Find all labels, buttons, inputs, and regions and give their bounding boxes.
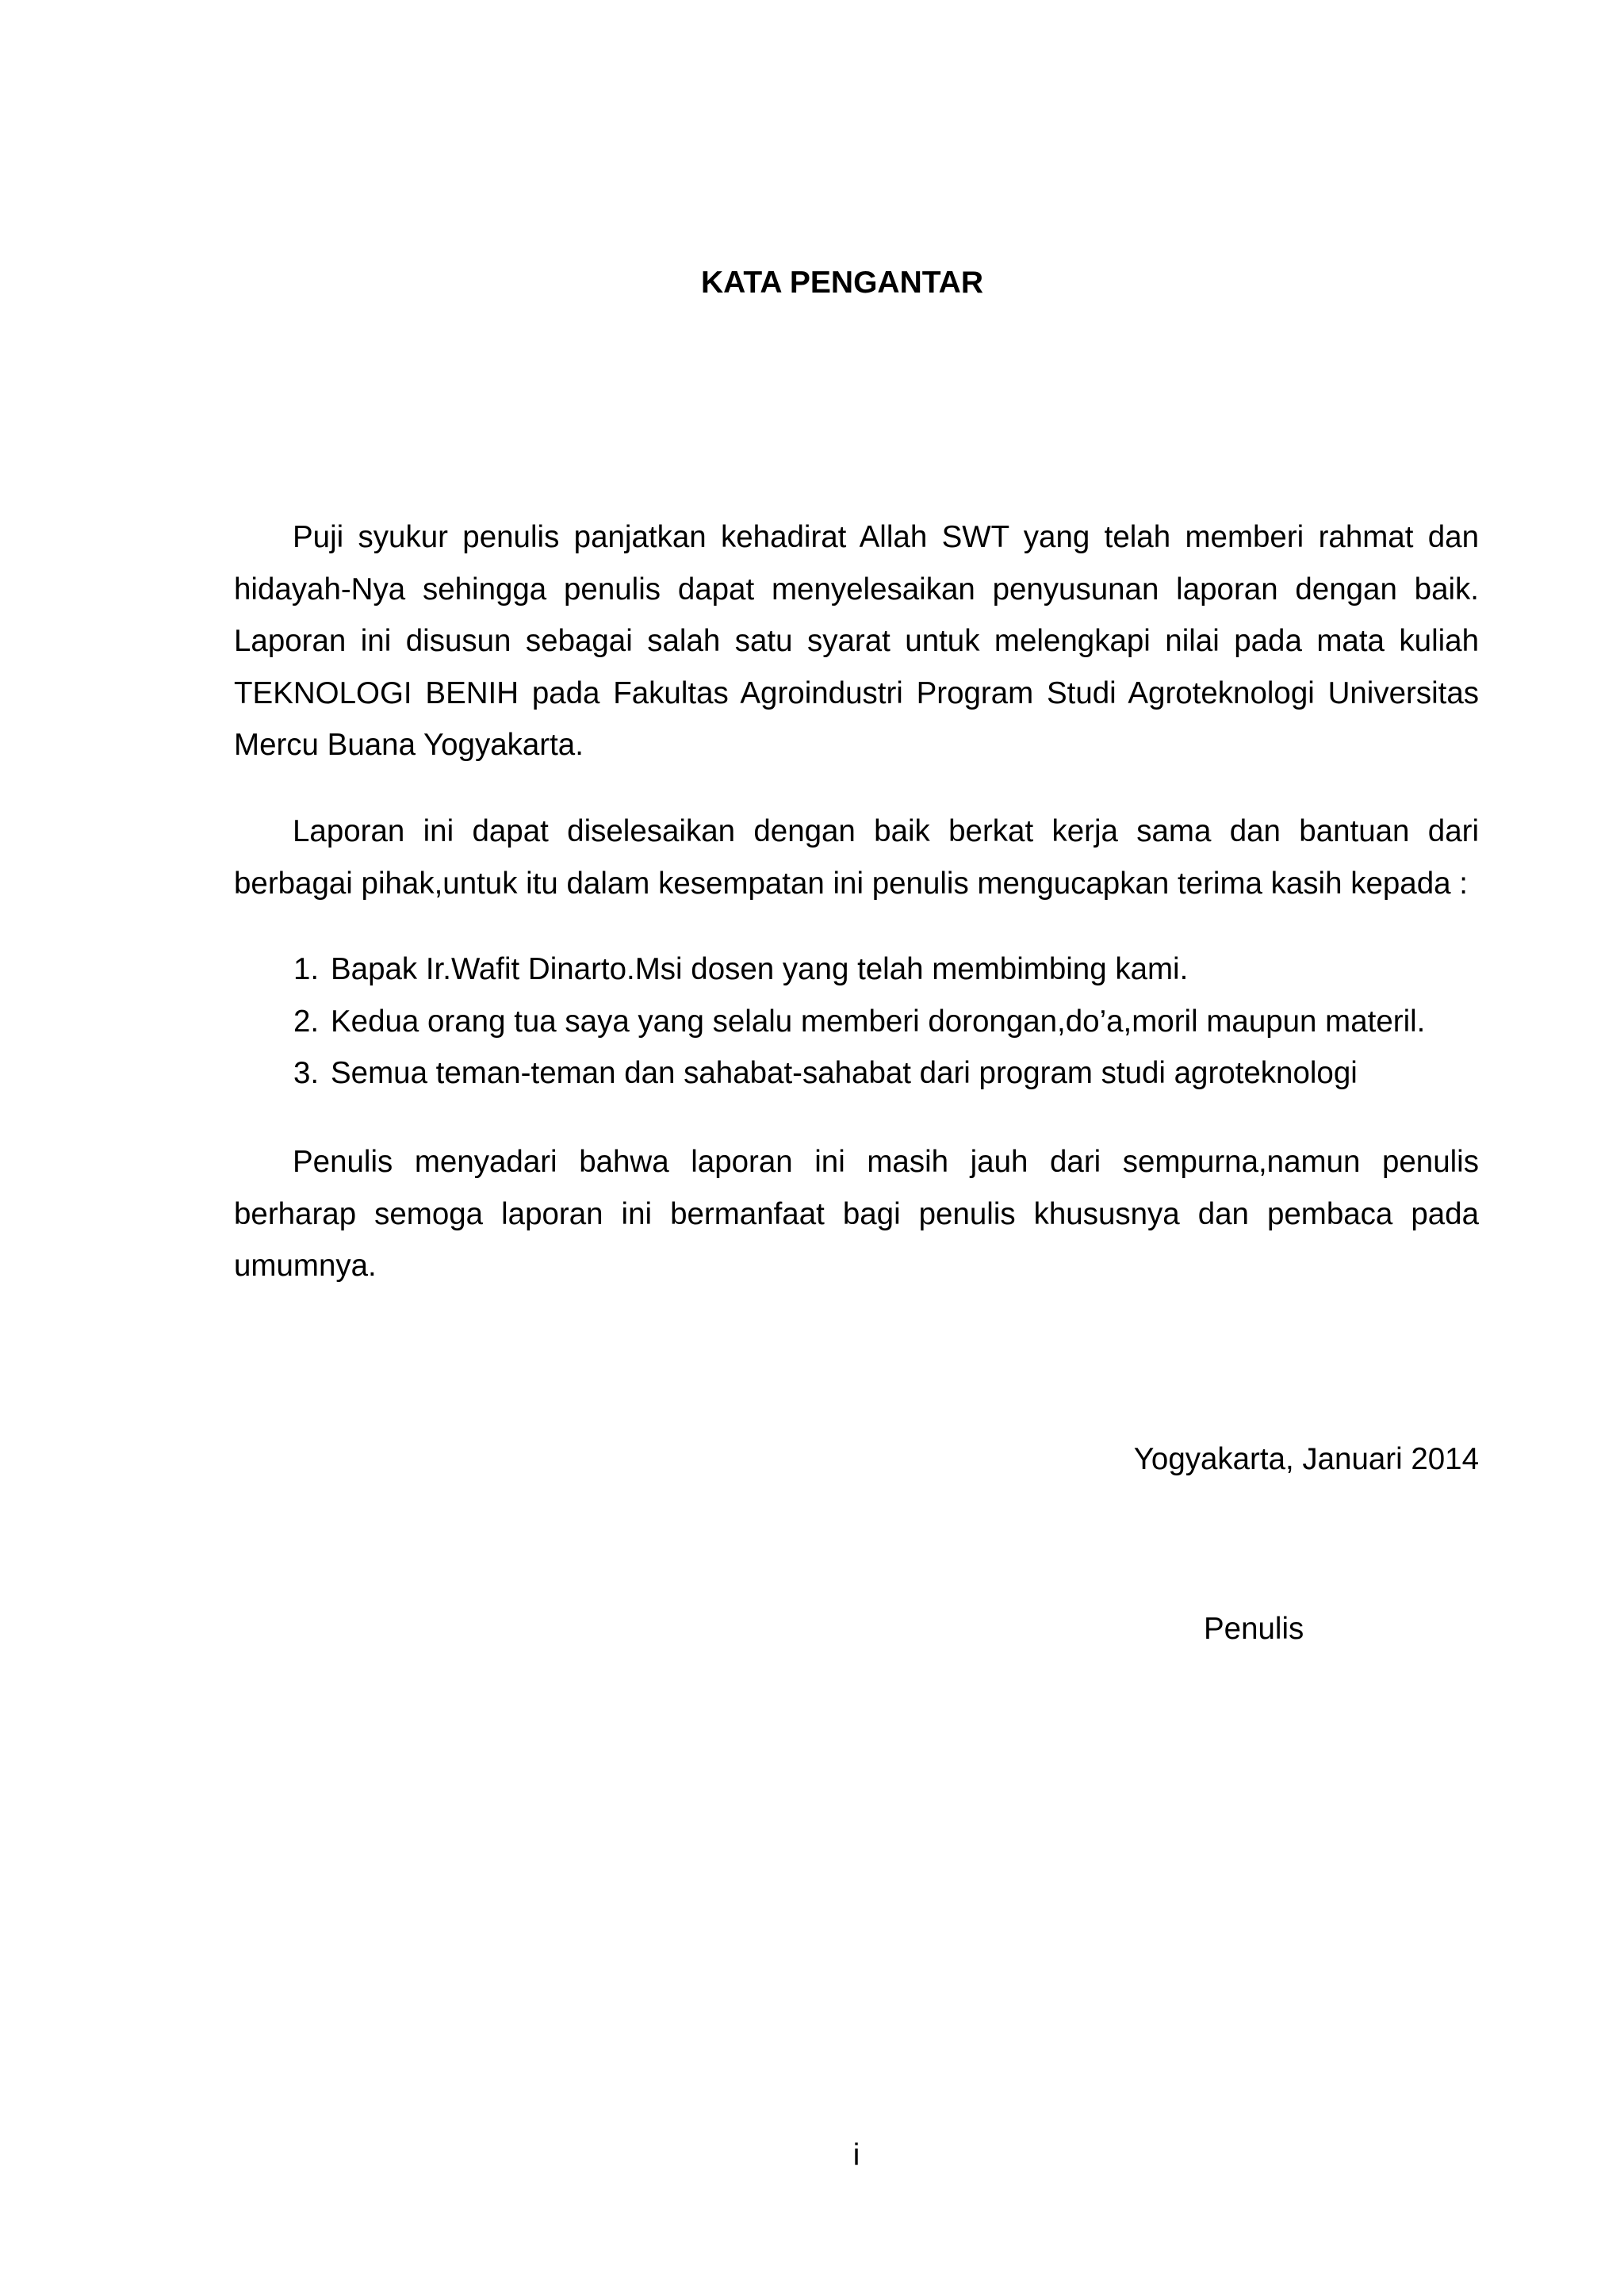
paragraph-thanks-intro (234, 806, 1479, 909)
thanks-list (293, 943, 1483, 1100)
list-item-text: Bapak Ir.Wafit Dinarto.Msi dosen yang telah membimbing kami. (331, 952, 1189, 986)
paragraph-text: Puji syukur penulis panjatkan kehadirat Allah SWT yang telah memberi rahmat dan hidayah-Nya sehingga penulis dapat menyelesaikan penyusunan laporan dengan baik. Laporan ini disusun sebagai salah satu syarat untuk melengkapi nilai pada mata kuliah TEKNOLOGI BENIH pada Fakultas Agroindustri Program Studi Agroteknologi Universitas Mercu Buana Yogyakarta. (234, 520, 1479, 762)
paragraph-text: Penulis menyadari bahwa laporan ini masih jauh dari sempurna,namun penulis berharap semoga laporan ini bermanfaat bagi penulis khususnya dan pembaca pada umumnya. (234, 1145, 1479, 1283)
paragraph-closing (234, 1136, 1479, 1292)
list-item (293, 943, 1483, 996)
list-item-text: Semua teman-teman dan sahabat-sahabat dari program studi agroteknologi (331, 1056, 1358, 1090)
list-item-number: 3. (293, 1056, 320, 1090)
place-date: Yogyakarta, Januari 2014 (1133, 1442, 1479, 1476)
list-item (293, 1047, 1483, 1100)
signer-name: Penulis (1204, 1612, 1304, 1646)
list-item-number: 1. (293, 952, 320, 986)
page-number: i (852, 2138, 860, 2172)
paragraph-text: Laporan ini dapat diselesaikan dengan baik berkat kerja sama dan bantuan dari berbagai pihak,untuk itu dalam kesempatan ini penulis mengucapkan terima kasih kepada : (234, 814, 1479, 901)
list-item-text: Kedua orang tua saya yang selalu memberi dorongan,do’a,moril maupun materil. (331, 1004, 1426, 1039)
page-title: KATA PENGANTAR (700, 266, 984, 300)
list-item (293, 996, 1483, 1048)
list-item-number: 2. (293, 1004, 320, 1039)
paragraph-opening (234, 511, 1479, 771)
